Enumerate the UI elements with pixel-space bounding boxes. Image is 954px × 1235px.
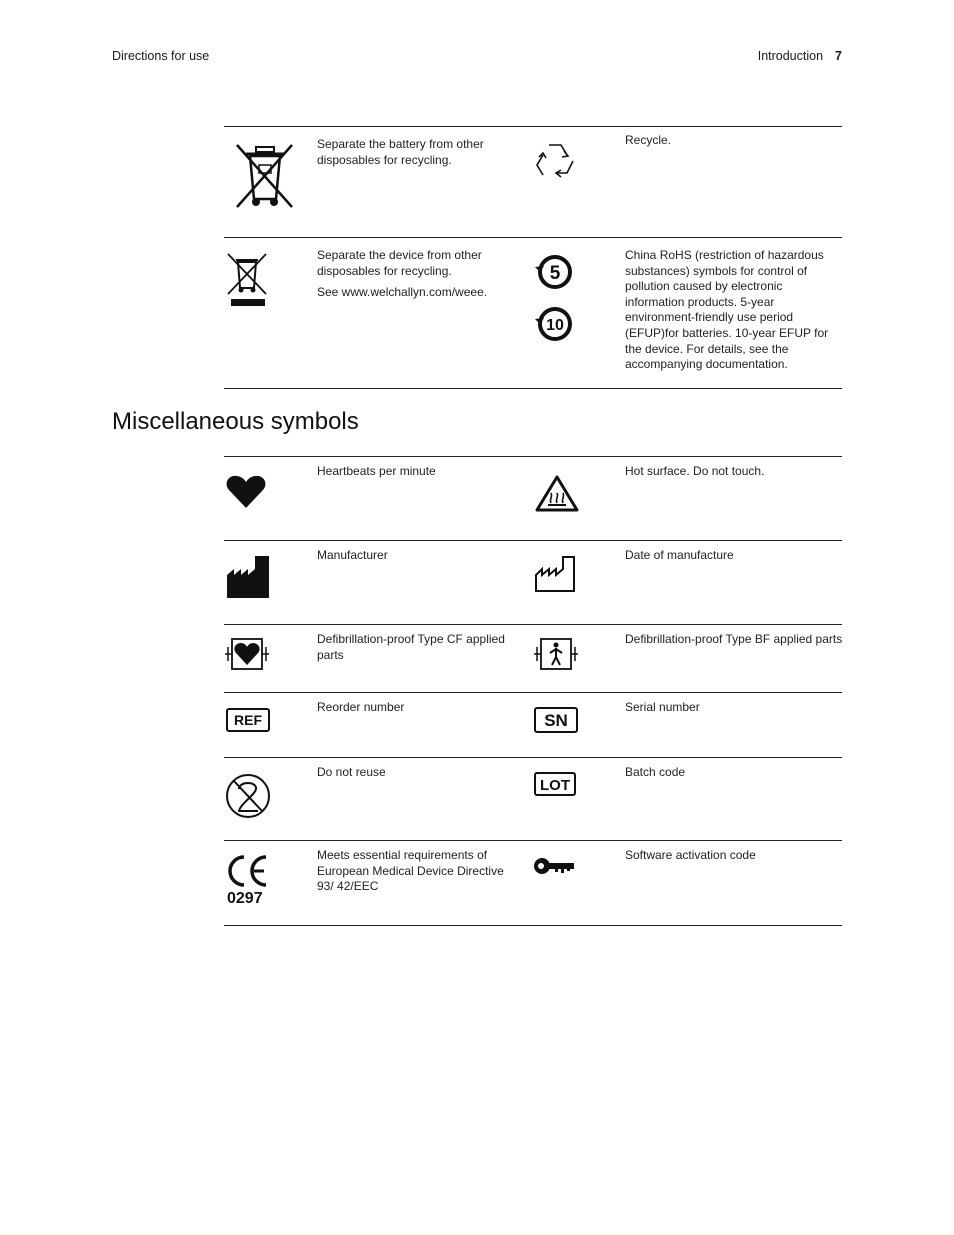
date-of-manufacture-icon bbox=[534, 555, 576, 593]
section-title: Miscellaneous symbols bbox=[112, 408, 359, 435]
sn-icon bbox=[534, 707, 578, 733]
running-header-right bbox=[758, 49, 842, 63]
table-row bbox=[224, 540, 842, 624]
type-bf-text: Defibrillation-proof Type BF applied parts bbox=[625, 632, 843, 646]
do-not-reuse-icon bbox=[225, 773, 271, 819]
type-cf-icon bbox=[224, 638, 270, 670]
table-row bbox=[224, 237, 842, 389]
software-activation-text: Software activation code bbox=[625, 848, 756, 862]
table-row bbox=[224, 624, 842, 692]
type-cf-text: Defibrillation-proof Type CF applied parts bbox=[317, 632, 505, 662]
type-bf-icon bbox=[533, 638, 579, 670]
ref-label: REF bbox=[234, 712, 262, 728]
table-row bbox=[224, 757, 842, 840]
rohs-5-mark: 5 bbox=[549, 263, 561, 284]
reorder-number-text: Reorder number bbox=[317, 700, 405, 714]
table-row bbox=[224, 692, 842, 757]
date-of-manufacture-text: Date of manufacture bbox=[625, 548, 734, 562]
heartbeats-text: Heartbeats per minute bbox=[317, 464, 436, 478]
factory-icon bbox=[226, 555, 270, 599]
crossed-bin-device-icon bbox=[224, 252, 270, 310]
batch-code-text: Batch code bbox=[625, 765, 686, 779]
hot-surface-text: Hot surface. Do not touch. bbox=[625, 464, 765, 478]
table-row bbox=[224, 456, 842, 540]
ce-mark-text: Meets essential requirements of European Medical Device Directive 93/ 42/EEC bbox=[317, 848, 504, 894]
manufacturer-text: Manufacturer bbox=[317, 548, 388, 562]
rohs-10-mark: 10 bbox=[546, 317, 564, 334]
disposal-symbols-table bbox=[224, 126, 842, 389]
section-label: Introduction bbox=[757, 49, 824, 63]
crossed-bin-battery-icon bbox=[234, 141, 298, 211]
page-number: 7 bbox=[835, 49, 842, 63]
table-row bbox=[224, 126, 842, 237]
ref-icon bbox=[226, 708, 270, 732]
notified-body-number: 0297 bbox=[227, 890, 263, 907]
key-icon bbox=[533, 855, 575, 877]
lot-label: LOT bbox=[540, 777, 570, 794]
china-rohs-text: China RoHS (restriction of hazardous substances) symbols for control of pollution caused by electronic information products. 5-year environment-friendly use period (EFUP)for batteries. 10-year EFUP for the device. For details, see the accompanying documentation. bbox=[625, 248, 829, 372]
running-header-left: Directions for use bbox=[112, 49, 210, 63]
lot-icon bbox=[534, 772, 576, 796]
serial-number-text: Serial number bbox=[625, 700, 700, 714]
hot-surface-icon bbox=[535, 475, 579, 513]
recycle-icon bbox=[531, 139, 579, 183]
table-row bbox=[224, 840, 842, 926]
heart-icon bbox=[226, 475, 266, 509]
china-rohs-icon bbox=[534, 254, 576, 346]
battery-recycling-text: Separate the battery from other disposables for recycling. bbox=[317, 137, 484, 167]
recycle-text: Recycle. bbox=[625, 133, 672, 147]
ce-mark-icon bbox=[224, 853, 270, 907]
misc-symbols-table bbox=[224, 456, 842, 926]
device-recycling-text: Separate the device from other disposables for recycling. See www.welchallyn.com/weee. bbox=[317, 248, 488, 300]
do-not-reuse-text: Do not reuse bbox=[317, 765, 386, 779]
sn-label: SN bbox=[544, 711, 568, 730]
